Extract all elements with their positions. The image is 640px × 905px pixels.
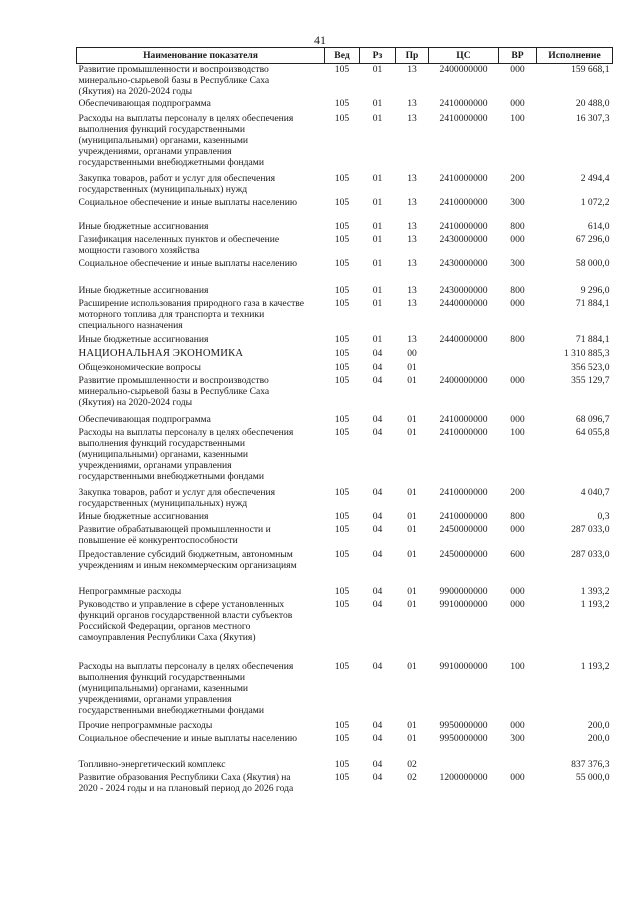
column-header-ved: Вед bbox=[325, 48, 360, 64]
column-header-rz: Рз bbox=[360, 48, 396, 64]
row-rz: 01 bbox=[372, 333, 383, 345]
row-ved: 105 bbox=[334, 732, 350, 744]
row-ved: 105 bbox=[334, 719, 350, 731]
row-rz: 01 bbox=[372, 97, 383, 109]
table-row bbox=[77, 487, 613, 511]
row-pr: 02 bbox=[407, 771, 417, 783]
row-execution: 4 040,7 bbox=[580, 486, 610, 498]
row-cs bbox=[429, 348, 499, 362]
row-rz: 04 bbox=[372, 374, 383, 386]
row-pr: 01 bbox=[407, 719, 417, 731]
row-execution: 355 129,7 bbox=[571, 374, 610, 386]
row-execution: 837 376,3 bbox=[571, 758, 610, 770]
row-execution: 71 884,1 bbox=[575, 297, 610, 309]
row-vr: 000 bbox=[510, 771, 525, 783]
row-rz: 04 bbox=[372, 660, 383, 672]
row-cs: 2450000000 bbox=[439, 523, 488, 535]
row-ved: 105 bbox=[334, 361, 350, 373]
table-header-row bbox=[77, 48, 613, 64]
row-execution: 1 393,2 bbox=[580, 585, 610, 597]
row-ved: 105 bbox=[334, 510, 350, 522]
row-pr: 13 bbox=[407, 297, 417, 309]
row-vr: 100 bbox=[510, 112, 525, 124]
row-execution: 67 296,0 bbox=[575, 233, 610, 245]
row-name: Развитие промышленности и воспроизводство минерально-сырьевой базы в Республике Саха (Якутия) на 2020-2024 годы bbox=[78, 64, 270, 98]
row-cs: 2400000000 bbox=[439, 64, 488, 75]
row-vr bbox=[499, 362, 537, 375]
row-vr bbox=[499, 348, 537, 362]
row-name: Социальное обеспечение и иные выплаты населению bbox=[78, 257, 297, 269]
column-header-execution: Исполнение bbox=[537, 48, 613, 64]
column-header-pr: Пр bbox=[396, 48, 429, 64]
row-ved: 105 bbox=[334, 548, 350, 560]
row-execution: 16 307,3 bbox=[575, 112, 610, 124]
row-rz: 04 bbox=[372, 486, 383, 498]
row-execution: 9 296,0 bbox=[580, 284, 610, 296]
table-row bbox=[77, 64, 613, 98]
table-row bbox=[77, 772, 613, 798]
column-header-cs: ЦС bbox=[429, 48, 499, 64]
row-pr: 00 bbox=[407, 347, 417, 359]
row-cs: 2400000000 bbox=[439, 374, 488, 386]
row-cs: 2410000000 bbox=[439, 112, 488, 124]
row-name: Развитие обрабатывающей промышленности и повышение её конкурентоспособности bbox=[78, 523, 271, 546]
row-vr: 100 bbox=[510, 426, 525, 438]
table-body bbox=[77, 64, 613, 798]
row-rz: 04 bbox=[372, 598, 383, 610]
row-ved: 105 bbox=[334, 486, 350, 498]
row-rz: 04 bbox=[372, 426, 383, 438]
row-cs: 9950000000 bbox=[439, 732, 488, 744]
row-cs: 2430000000 bbox=[439, 233, 488, 245]
row-ved: 105 bbox=[334, 64, 350, 75]
row-rz: 04 bbox=[372, 732, 383, 744]
row-vr: 800 bbox=[510, 220, 525, 232]
row-ved: 105 bbox=[334, 333, 350, 345]
row-cs: 2410000000 bbox=[439, 426, 488, 438]
row-cs: 9900000000 bbox=[439, 585, 488, 597]
row-name: Иные бюджетные ассигнования bbox=[78, 284, 209, 296]
row-rz: 01 bbox=[372, 172, 383, 184]
table-row bbox=[77, 221, 613, 234]
row-execution: 1 193,2 bbox=[580, 598, 610, 610]
row-cs: 2430000000 bbox=[439, 284, 488, 296]
row-pr: 13 bbox=[407, 284, 417, 296]
row-vr bbox=[499, 759, 537, 772]
row-rz: 04 bbox=[372, 585, 383, 597]
row-name: Расширение использования природного газа в качестве моторного топлива для транспорта и техники специального назначения bbox=[78, 297, 305, 332]
row-vr: 300 bbox=[510, 196, 525, 208]
row-ved: 105 bbox=[334, 233, 350, 245]
row-rz: 04 bbox=[372, 719, 383, 731]
table-row bbox=[77, 285, 613, 298]
row-ved: 105 bbox=[334, 771, 350, 783]
row-execution: 58 000,0 bbox=[575, 257, 610, 269]
row-cs: 9910000000 bbox=[439, 598, 488, 610]
row-pr: 01 bbox=[407, 486, 417, 498]
row-name: Обеспечивающая подпрограмма bbox=[78, 413, 211, 425]
table-row bbox=[77, 661, 613, 720]
row-name: Предоставление субсидий бюджетным, автономным учреждениям и иным некоммерческим организациям bbox=[78, 548, 297, 571]
row-name: Закупка товаров, работ и услуг для обеспечения государственных (муниципальных) нужд bbox=[78, 172, 276, 195]
row-rz: 01 bbox=[372, 284, 383, 296]
table-row bbox=[77, 113, 613, 173]
row-name: Расходы на выплаты персоналу в целях обеспечения выполнения функций государственными (муниципальными) органами, казенными учреждениями, органами управления государственными внебюджетными фондами bbox=[78, 660, 294, 717]
row-name: Газификация населенных пунктов и обеспечение мощности газового хозяйства bbox=[78, 233, 280, 256]
table-row bbox=[77, 362, 613, 375]
row-ved: 105 bbox=[334, 598, 350, 610]
row-vr: 000 bbox=[510, 233, 525, 245]
row-name: Расходы на выплаты персоналу в целях обеспечения выполнения функций государственными (муниципальными) органами, казенными учреждениями, органами управления государственными внебюджетными фондами bbox=[78, 112, 294, 169]
row-pr: 13 bbox=[407, 196, 417, 208]
table-row bbox=[77, 524, 613, 549]
table-row bbox=[77, 298, 613, 334]
row-pr: 01 bbox=[407, 523, 417, 535]
row-cs: 9910000000 bbox=[439, 660, 488, 672]
row-pr: 13 bbox=[407, 112, 417, 124]
row-pr: 13 bbox=[407, 220, 417, 232]
row-name: Социальное обеспечение и иные выплаты населению bbox=[78, 732, 297, 744]
row-cs: 2430000000 bbox=[439, 257, 488, 269]
row-pr: 01 bbox=[407, 374, 417, 386]
row-ved: 105 bbox=[334, 758, 350, 770]
row-cs: 2410000000 bbox=[439, 196, 488, 208]
row-name: Социальное обеспечение и иные выплаты населению bbox=[78, 196, 297, 208]
row-pr: 13 bbox=[407, 97, 417, 109]
table-row bbox=[77, 720, 613, 733]
row-cs: 1200000000 bbox=[439, 771, 488, 783]
row-execution: 159 668,1 bbox=[571, 64, 610, 75]
row-vr: 200 bbox=[510, 486, 525, 498]
row-vr: 600 bbox=[510, 548, 525, 560]
row-vr: 000 bbox=[510, 598, 525, 610]
column-header-name: Наименование показателя bbox=[77, 48, 325, 64]
table-row bbox=[77, 375, 613, 414]
row-pr: 01 bbox=[407, 660, 417, 672]
row-execution: 2 494,4 bbox=[580, 172, 610, 184]
row-ved: 105 bbox=[334, 220, 350, 232]
row-cs bbox=[429, 759, 499, 772]
row-rz: 01 bbox=[372, 64, 383, 75]
row-rz: 04 bbox=[372, 771, 383, 783]
row-name: НАЦИОНАЛЬНАЯ ЭКОНОМИКА bbox=[78, 347, 244, 359]
row-pr: 01 bbox=[407, 548, 417, 560]
row-rz: 04 bbox=[372, 413, 383, 425]
row-ved: 105 bbox=[334, 196, 350, 208]
row-cs: 9950000000 bbox=[439, 719, 488, 731]
row-rz: 01 bbox=[372, 112, 383, 124]
row-name: Расходы на выплаты персоналу в целях обеспечения выполнения функций государственными (муниципальными) органами, казенными учреждениями, органами управления государственными внебюджетными фондами bbox=[78, 426, 294, 483]
row-ved: 105 bbox=[334, 374, 350, 386]
row-rz: 01 bbox=[372, 297, 383, 309]
row-cs bbox=[429, 362, 499, 375]
row-vr: 000 bbox=[510, 523, 525, 535]
row-vr: 800 bbox=[510, 510, 525, 522]
row-vr: 000 bbox=[510, 297, 525, 309]
table-row bbox=[77, 549, 613, 586]
row-execution: 1 193,2 bbox=[580, 660, 610, 672]
row-rz: 04 bbox=[372, 361, 383, 373]
row-pr: 01 bbox=[407, 585, 417, 597]
row-cs: 2410000000 bbox=[439, 486, 488, 498]
row-vr: 000 bbox=[510, 719, 525, 731]
table-row bbox=[77, 334, 613, 348]
table-row bbox=[77, 511, 613, 524]
row-cs: 2450000000 bbox=[439, 548, 488, 560]
row-name: Иные бюджетные ассигнования bbox=[78, 333, 209, 345]
row-ved: 105 bbox=[334, 660, 350, 672]
row-pr: 01 bbox=[407, 598, 417, 610]
row-vr: 100 bbox=[510, 660, 525, 672]
row-rz: 04 bbox=[372, 347, 383, 359]
table-row bbox=[77, 197, 613, 221]
row-name: Закупка товаров, работ и услуг для обеспечения государственных (муниципальных) нужд bbox=[78, 486, 276, 509]
row-pr: 13 bbox=[407, 233, 417, 245]
row-cs: 2410000000 bbox=[439, 220, 488, 232]
row-vr: 000 bbox=[510, 374, 525, 386]
row-execution: 200,0 bbox=[587, 719, 610, 731]
row-name: Иные бюджетные ассигнования bbox=[78, 510, 209, 522]
row-execution: 614,0 bbox=[587, 220, 610, 232]
row-cs: 2410000000 bbox=[439, 172, 488, 184]
row-ved: 105 bbox=[334, 97, 350, 109]
row-cs: 2410000000 bbox=[439, 97, 488, 109]
row-pr: 13 bbox=[407, 64, 417, 75]
row-pr: 13 bbox=[407, 172, 417, 184]
row-vr: 000 bbox=[510, 585, 525, 597]
row-rz: 04 bbox=[372, 548, 383, 560]
table-row bbox=[77, 414, 613, 427]
row-cs: 2410000000 bbox=[439, 510, 488, 522]
row-execution: 200,0 bbox=[587, 732, 610, 744]
row-ved: 105 bbox=[334, 426, 350, 438]
table-row bbox=[77, 599, 613, 661]
row-rz: 01 bbox=[372, 220, 383, 232]
row-cs: 2440000000 bbox=[439, 333, 488, 345]
row-vr: 300 bbox=[510, 732, 525, 744]
table-row bbox=[77, 586, 613, 599]
row-ved: 105 bbox=[334, 284, 350, 296]
row-ved: 105 bbox=[334, 112, 350, 124]
row-pr: 01 bbox=[407, 413, 417, 425]
table-row bbox=[77, 258, 613, 285]
row-name: Руководство и управление в сфере установленных функций органов государственной власти субъектов Российской Федерации, органов местного самоуправления Республики Саха (Якутия) bbox=[78, 598, 293, 644]
row-name: Развитие образования Республики Саха (Якутия) на 2020 - 2024 годы и на плановый период до 2026 года bbox=[78, 771, 294, 794]
row-execution: 287 033,0 bbox=[571, 548, 610, 560]
row-rz: 04 bbox=[372, 510, 383, 522]
row-rz: 01 bbox=[372, 196, 383, 208]
row-name: Обеспечивающая подпрограмма bbox=[78, 97, 211, 109]
row-cs: 2440000000 bbox=[439, 297, 488, 309]
row-pr: 01 bbox=[407, 732, 417, 744]
row-pr: 13 bbox=[407, 333, 417, 345]
row-pr: 01 bbox=[407, 361, 417, 373]
row-vr: 000 bbox=[510, 97, 525, 109]
row-pr: 01 bbox=[407, 510, 417, 522]
table-row bbox=[77, 348, 613, 362]
row-execution: 64 055,8 bbox=[575, 426, 610, 438]
row-execution: 1 310 885,3 bbox=[563, 347, 610, 359]
row-rz: 04 bbox=[372, 523, 383, 535]
table-row bbox=[77, 427, 613, 487]
row-ved: 105 bbox=[334, 257, 350, 269]
row-pr: 01 bbox=[407, 426, 417, 438]
row-name: Иные бюджетные ассигнования bbox=[78, 220, 209, 232]
row-pr: 02 bbox=[407, 758, 417, 770]
row-ved: 105 bbox=[334, 413, 350, 425]
row-execution: 20 488,0 bbox=[575, 97, 610, 109]
row-name: Развитие промышленности и воспроизводство минерально-сырьевой базы в Республике Саха (Якутия) на 2020-2024 годы bbox=[78, 374, 270, 409]
table-row bbox=[77, 759, 613, 772]
table-row bbox=[77, 173, 613, 197]
row-rz: 01 bbox=[372, 233, 383, 245]
row-ved: 105 bbox=[334, 585, 350, 597]
row-ved: 105 bbox=[334, 172, 350, 184]
row-execution: 1 072,2 bbox=[580, 196, 610, 208]
row-vr: 800 bbox=[510, 284, 525, 296]
row-name: Прочие непрограммные расходы bbox=[78, 719, 213, 731]
row-ved: 105 bbox=[334, 523, 350, 535]
row-execution: 0,3 bbox=[597, 510, 610, 522]
row-name: Общеэкономические вопросы bbox=[78, 361, 201, 373]
row-name: Непрограммные расходы bbox=[78, 585, 182, 597]
column-header-vr: ВР bbox=[499, 48, 537, 64]
row-ved: 105 bbox=[334, 297, 350, 309]
row-cs: 2410000000 bbox=[439, 413, 488, 425]
row-vr: 300 bbox=[510, 257, 525, 269]
row-execution: 68 096,7 bbox=[575, 413, 610, 425]
budget-table bbox=[76, 47, 613, 798]
row-vr: 200 bbox=[510, 172, 525, 184]
row-pr: 13 bbox=[407, 257, 417, 269]
row-execution: 71 884,1 bbox=[575, 333, 610, 345]
row-vr: 800 bbox=[510, 333, 525, 345]
page-number: 41 bbox=[314, 33, 326, 47]
row-vr: 000 bbox=[510, 64, 525, 75]
row-execution: 287 033,0 bbox=[571, 523, 610, 535]
row-name: Топливно-энергетический комплекс bbox=[78, 758, 226, 770]
row-rz: 04 bbox=[372, 758, 383, 770]
row-ved: 105 bbox=[334, 347, 350, 359]
row-execution: 55 000,0 bbox=[575, 771, 610, 783]
row-vr: 000 bbox=[510, 413, 525, 425]
table-row bbox=[77, 234, 613, 258]
row-rz: 01 bbox=[372, 257, 383, 269]
table-row bbox=[77, 98, 613, 113]
table-row bbox=[77, 733, 613, 759]
row-execution: 356 523,0 bbox=[571, 361, 610, 373]
